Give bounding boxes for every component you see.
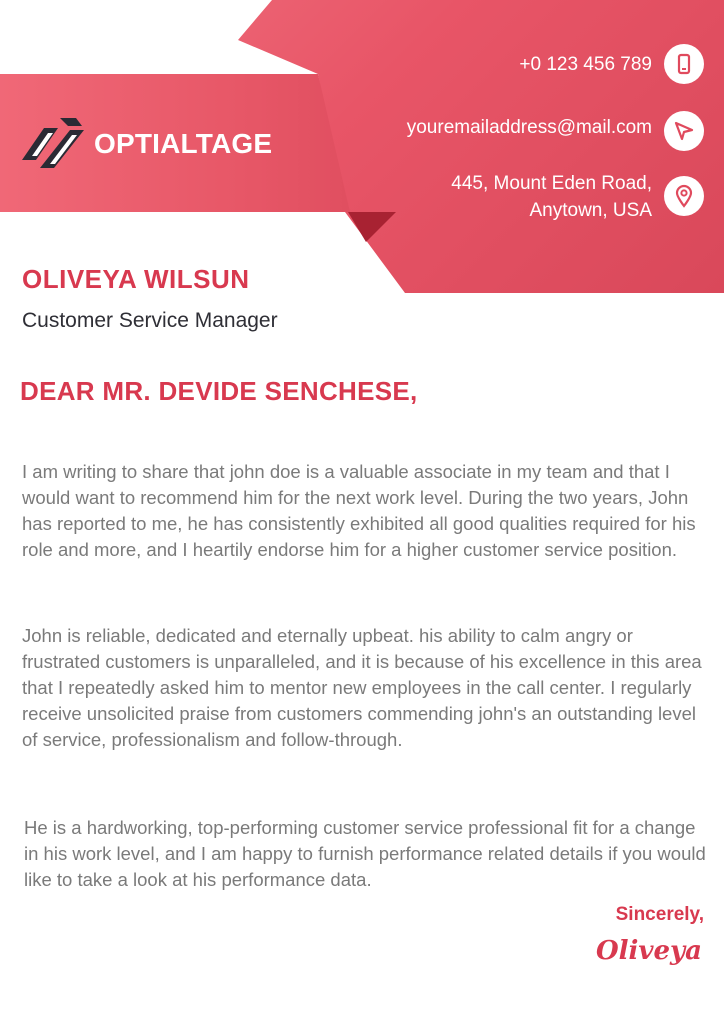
contact-phone[interactable]: +0 123 456 789 (519, 54, 652, 75)
letter-paragraph: He is a hardworking, top-performing customer service professional fit for a change in his work level, and I am happy to furnish performance related details if you would like to take a look at his performance data. (24, 816, 706, 890)
sender-name: OLIVEYA WILSUN (22, 264, 250, 294)
phone-icon (664, 44, 704, 84)
letter-greeting: DEAR MR. DEVIDE SENCHESE, (20, 376, 418, 406)
contact-email[interactable]: youremailaddress@mail.com (406, 117, 652, 138)
contact-address (451, 170, 652, 224)
logo-mark-icon (20, 116, 86, 172)
letter-paragraph: John is reliable, dedicated and eternally upbeat. his ability to calm angry or frustrated customers is unparalleled, and it is because of his excellence in this area that I repeatedly asked him to mentor new employees in the call center. I regularly receive unsolicited praise from customers commending john's an outstanding level of service, professionalism and follow-through. (22, 624, 702, 750)
signature: Oliveya (595, 936, 702, 966)
send-icon (664, 111, 704, 151)
letter-closing: Sincerely, (615, 904, 704, 925)
sender-title: Customer Service Manager (22, 309, 278, 332)
address-line-1: 445, Mount Eden Road, (451, 173, 652, 194)
brand-name: OPTIALTAGE (94, 128, 273, 159)
letter-paragraph: I am writing to share that john doe is a valuable associate in my team and that I would want to recommend him for the next work level. During the two years, John has reported to me, he has consistently exhibited all good qualities required for his role and more, and I heartily endorse him for a higher customer service position. (22, 460, 696, 560)
address-line-2: Anytown, USA (529, 200, 652, 221)
location-pin-icon (664, 176, 704, 216)
